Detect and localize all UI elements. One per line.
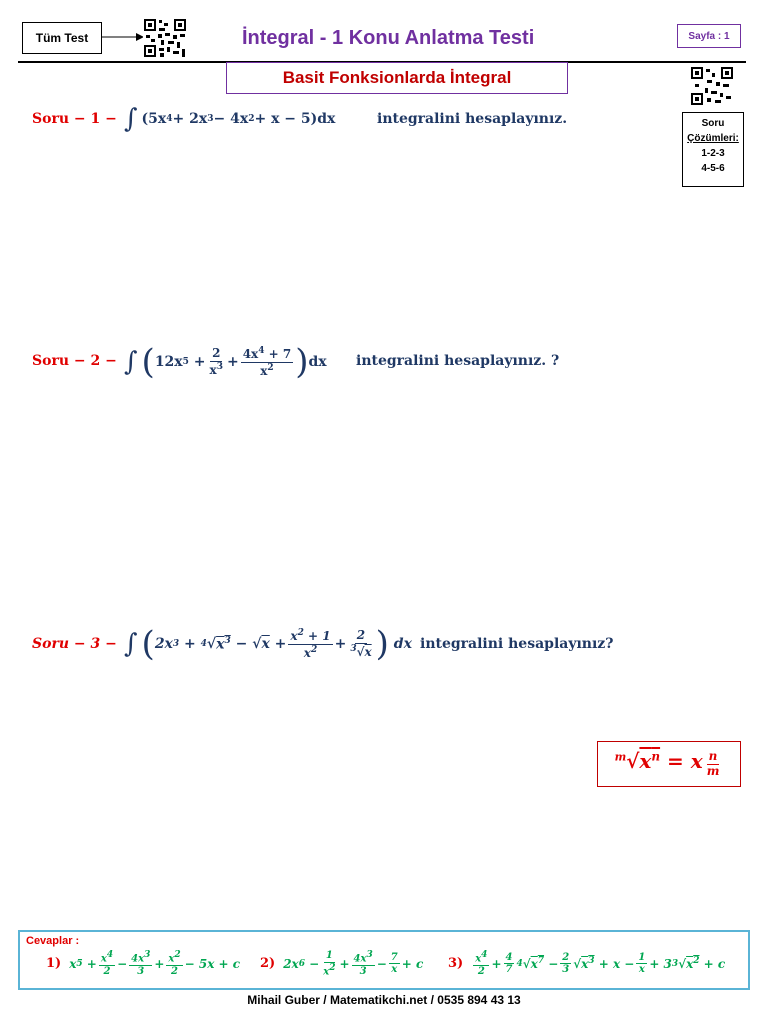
answer-1: 1) x 5 + $\frac{x^4}{2}$ − $\frac{4x^3}{3}$ + $\frac{x^2}{2}$ − 5x + c <box>46 950 241 977</box>
solutions-box-line: Çözümleri: <box>687 133 739 144</box>
solutions-box[interactable] <box>682 112 744 187</box>
page-number-badge <box>677 24 741 48</box>
qr-code-icon[interactable] <box>143 18 187 58</box>
tum-test-button[interactable] <box>22 22 102 54</box>
section-subtitle-text: Basit Fonksionlarda İntegral <box>282 68 512 87</box>
solutions-box-line: Soru <box>701 118 725 129</box>
question-3-integral: ∫ ( 2x 3 + 4 √ $x^3$ − √ x + $\frac{x^2 + 1}{x^2}$ + $\frac{2}{^3√x}$ ) dx <box>124 624 412 664</box>
question-1-integral: ∫ (5x 4 + 2x 3 − 4x 2 + x − 5)dx <box>124 104 336 134</box>
answers-label: Cevaplar : <box>26 935 80 947</box>
page-number-label: Sayfa : 1 <box>688 30 730 42</box>
tum-test-label: Tüm Test <box>35 31 89 45</box>
solutions-box-line: 1-2-3 <box>701 148 725 159</box>
question-1-label: Soru − 1 − <box>32 111 117 127</box>
question-1-prompt: integralini hesaplayınız. <box>377 111 568 127</box>
question-2-integral: ∫ ( 12x 5 + $\frac{2}{x^3}$ + $\frac{4x^4 + 7}{x^2}$ ) dx <box>124 342 327 382</box>
answer-3: 3) $\frac{x^4}{2}$ + $\frac{4}{7}$ 4 √ $x^7$ − $\frac{2}{3}$ √ $x^3$ + x − $\frac{1}{x}$ + 3 3 √ $x^2$ + c <box>448 950 726 977</box>
root-exponent-rule-box: $^m√x^n = x$ $\frac{n}{m}$ <box>597 741 741 787</box>
answer-1-number: 1) <box>46 956 62 972</box>
answers-box <box>18 930 750 990</box>
section-subtitle <box>226 62 568 94</box>
qr-code-icon[interactable] <box>689 66 735 106</box>
question-3-prompt: integralini hesaplayınız? <box>420 636 614 652</box>
answer-2: 2) 2x 6 − $\frac{1}{x^2}$ + $\frac{4x^3}{3}$ − $\frac{7}{x}$ + c <box>260 950 424 977</box>
answer-2-number: 2) <box>260 956 276 972</box>
footer-credit: Mihail Guber / Matematikchi.net / 0535 894 43 13 <box>247 993 521 1007</box>
arrow-right-icon <box>102 30 144 44</box>
question-2-prompt: integralini hesaplayınız. ? <box>356 353 560 369</box>
answer-3-number: 3) <box>448 956 464 972</box>
page-title: İntegral - 1 Konu Anlatma Testi <box>242 27 535 49</box>
question-2-label: Soru − 2 − <box>32 353 117 369</box>
solutions-box-line: 4-5-6 <box>701 163 725 174</box>
question-3-label: Soru − 3 − <box>32 636 117 652</box>
